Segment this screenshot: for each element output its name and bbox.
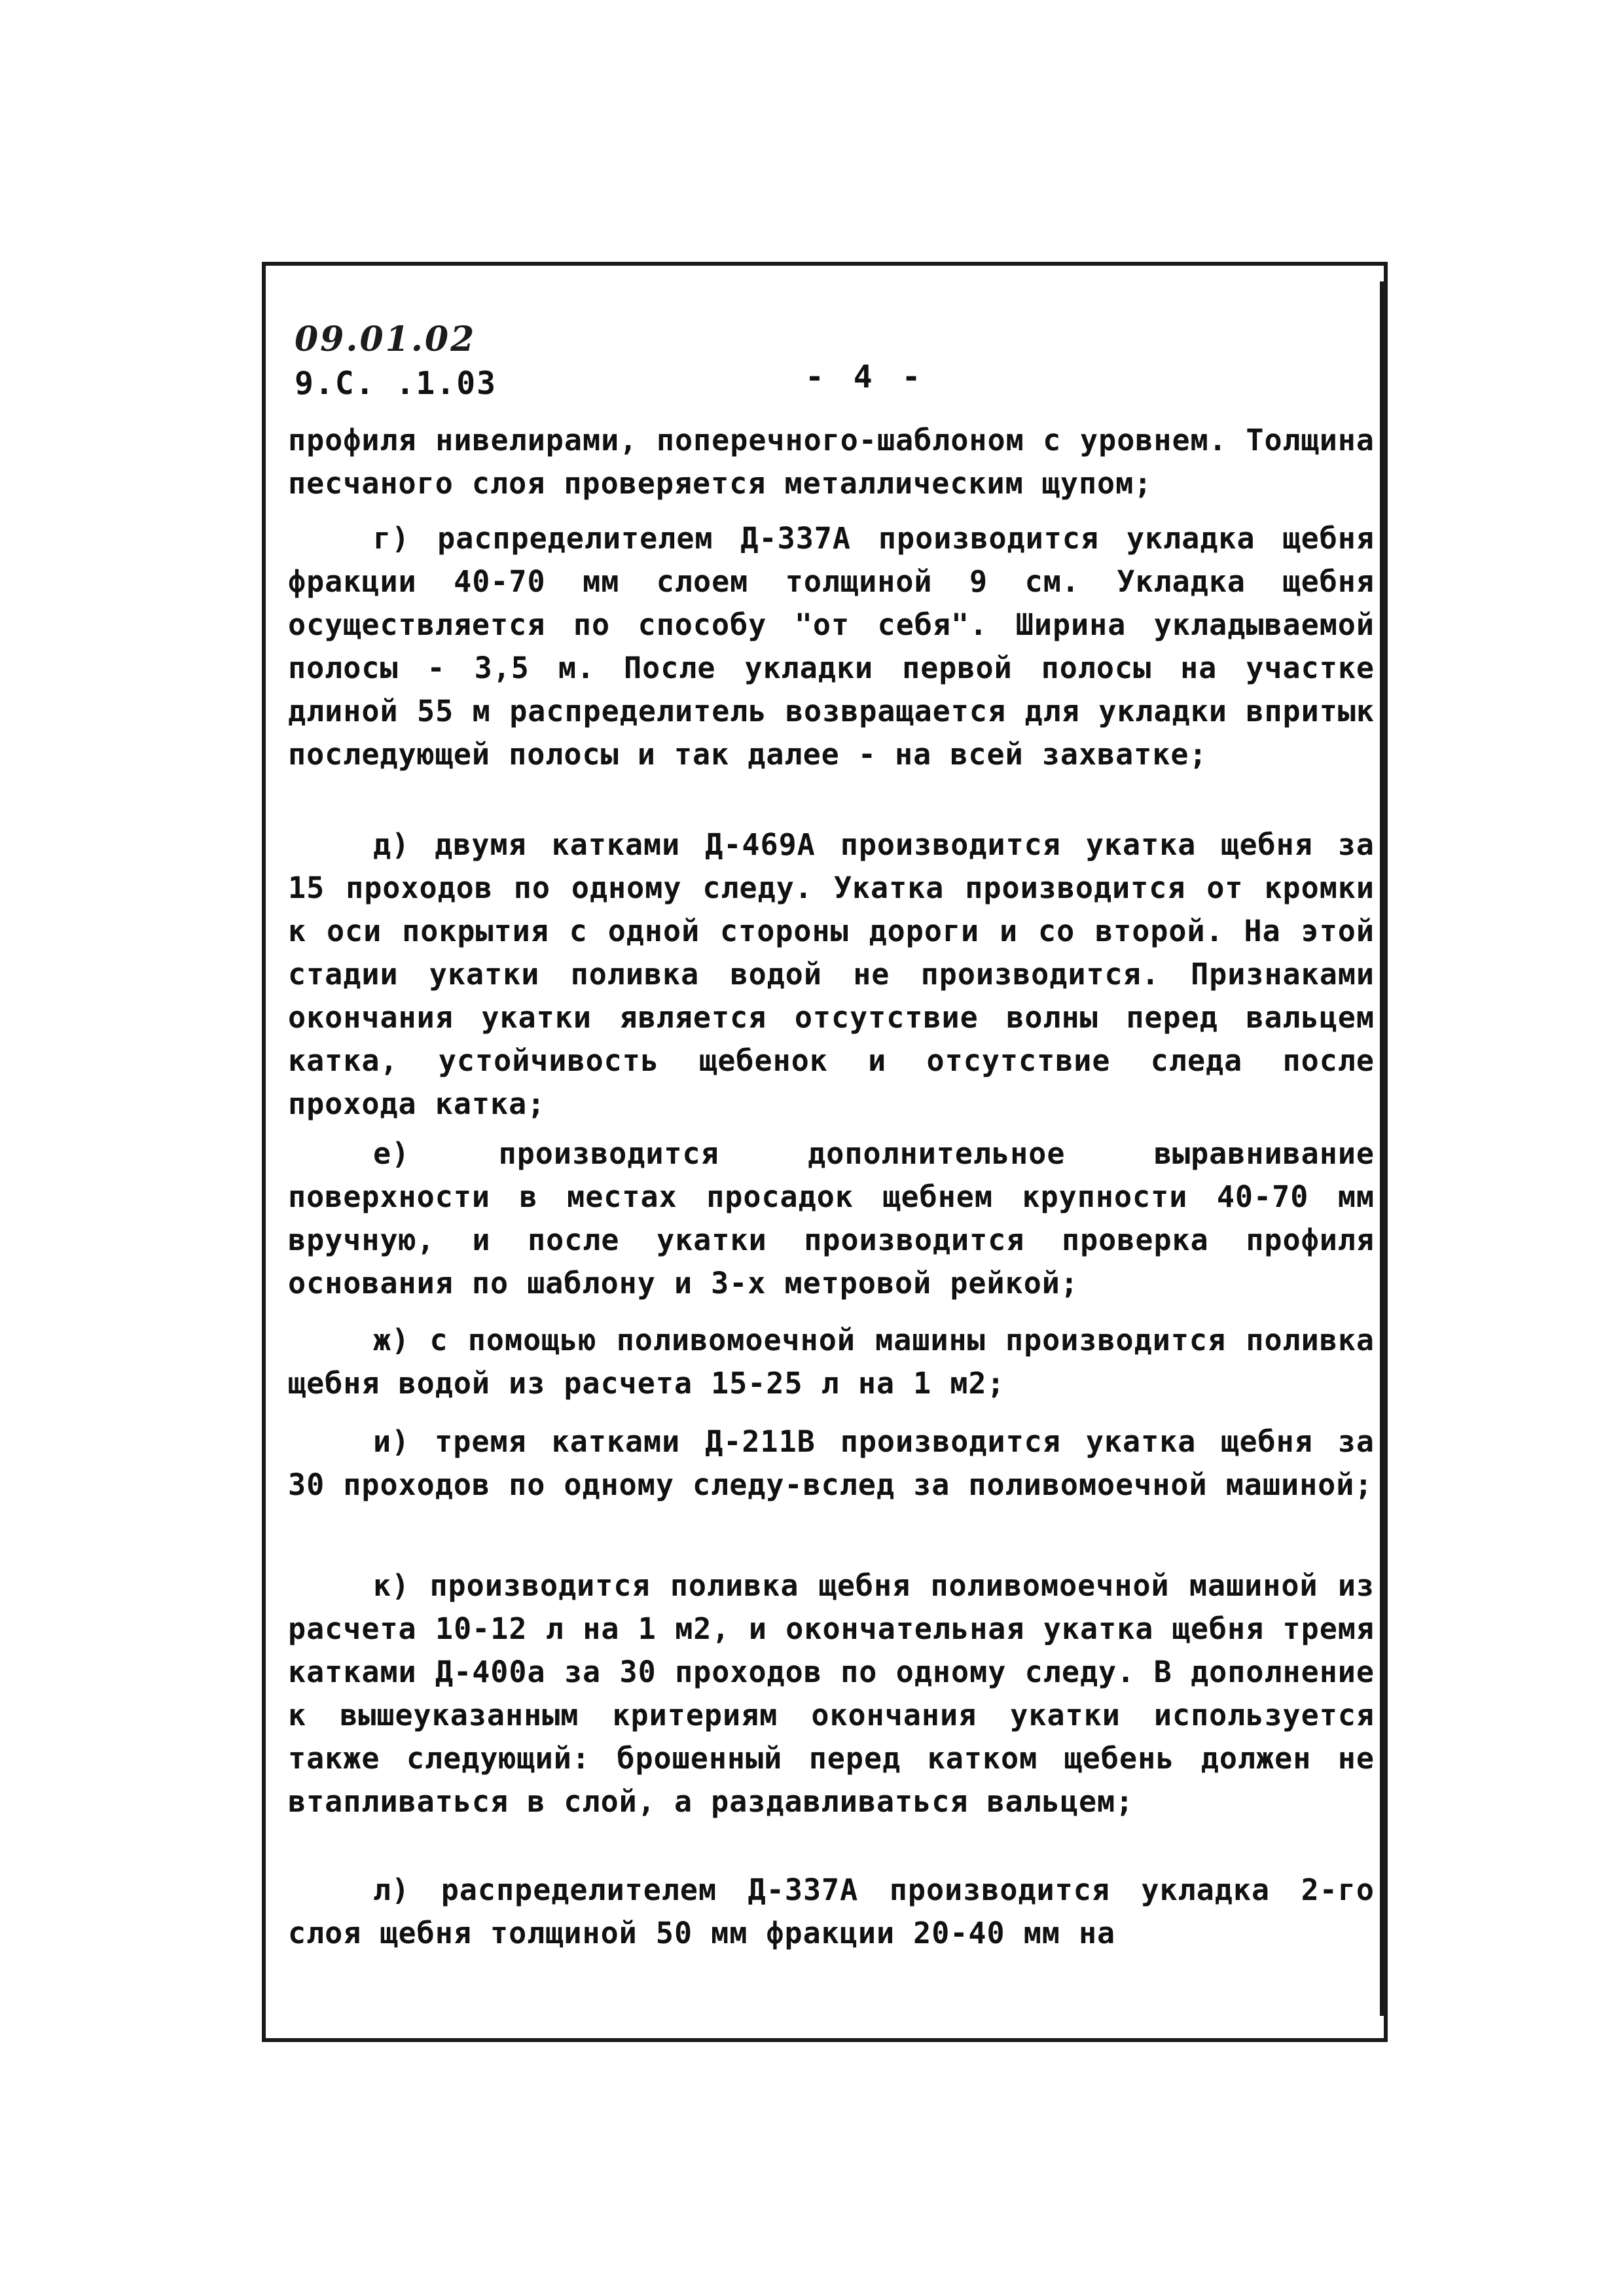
- paragraph-text: л) распределителем Д-337А производится укладка 2-го слоя щебня толщиной 50 мм фракции 20-40 мм на: [288, 1873, 1375, 1950]
- paragraph-d: [288, 823, 1375, 1126]
- paragraph-k: [288, 1564, 1375, 1823]
- paragraph-text: ж) с помощью поливомоечной машины производится поливка щебня водой из расчета 15-25 л на 1 м2;: [288, 1323, 1375, 1401]
- paragraph-text: д) двумя катками Д-469А производится укатка щебня за 15 проходов по одному следу. Укатка производится от кромки к оси покрытия с одной стороны дороги и со второй. На этой стадии укатки поливка водой не производится. Признаками окончания укатки является отсутствие волны перед вальцем катка, устойчивость щебенок и отсутствие следа после прохода катка;: [288, 827, 1375, 1121]
- paragraph-i: [288, 1420, 1375, 1507]
- document-code: 9.С. .1.03: [295, 365, 497, 402]
- paragraph-text: и) тремя катками Д-211В производится укатка щебня за 30 проходов по одному следу-вслед за поливомоечной машиной;: [288, 1424, 1375, 1502]
- paragraph-l: [288, 1869, 1375, 1955]
- paragraph-zh: [288, 1319, 1375, 1405]
- page-border-edge: [1380, 281, 1385, 2016]
- paragraph-text: к) производится поливка щебня поливомоечной машиной из расчета 10-12 л на 1 м2, и окончательная укатка щебня тремя катками Д-400а за 30 проходов по одному следу. В дополнение к вышеуказанным критериям окончания укатки используется также следующий: брошенный перед катком щебень должен не втапливаться в слой, а раздавливаться вальцем;: [288, 1568, 1375, 1819]
- paragraph-e: [288, 1132, 1375, 1305]
- paragraph-text: профиля нивелирами, поперечного-шаблоном с уровнем. Толщина песчаного слоя проверяется металлическим щупом;: [288, 423, 1375, 501]
- paragraph-text: г) распределителем Д-337А производится укладка щебня фракции 40-70 мм слоем толщиной 9 см. Укладка щебня осуществляется по способу "от себя". Ширина укладываемой полосы - 3,5 м. После укладки первой полосы на участке длиной 55 м распределитель возвращается для укладки впритык последующей полосы и так далее - на всей захватке;: [288, 521, 1375, 772]
- page-number: - 4 -: [805, 359, 926, 395]
- paragraph-text: е) производится дополнительное выравнивание поверхности в местах просадок щебнем крупности 40-70 мм вручную, и после укатки производится проверка профиля основания по шаблону и 3-х метровой рейкой;: [288, 1136, 1375, 1300]
- handwritten-document-code: 09.01.02: [295, 319, 477, 359]
- paragraph-profile-check: [288, 419, 1375, 505]
- paragraph-g: [288, 517, 1375, 776]
